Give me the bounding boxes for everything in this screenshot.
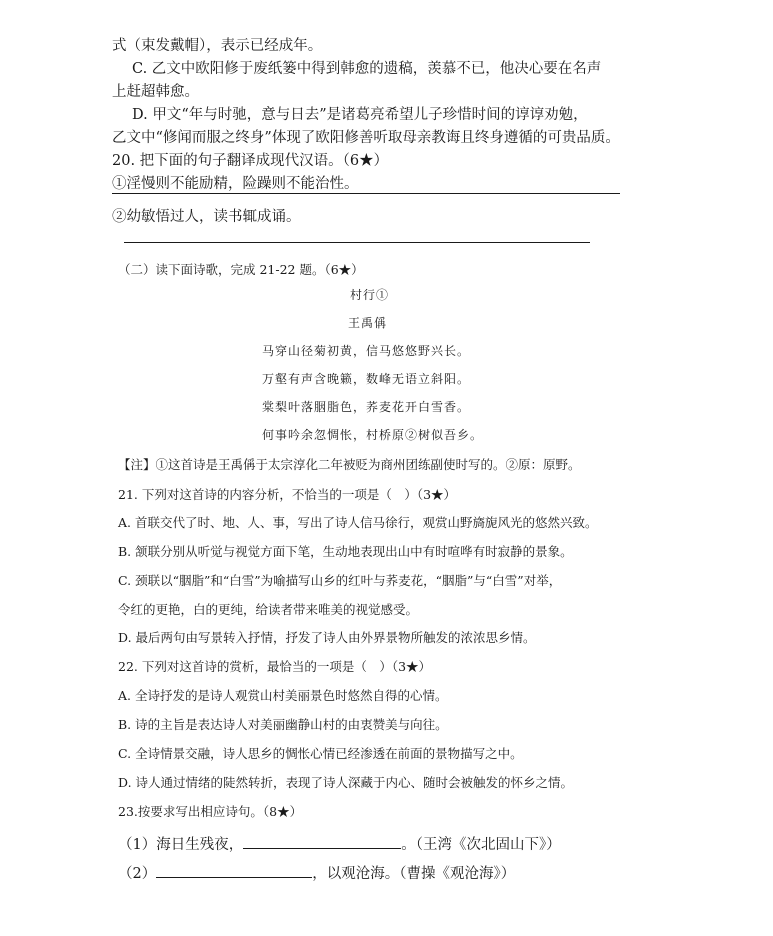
- question-22-option-c: C. 全诗情景交融，诗人思乡的惆怅心情已经渗透在前面的景物描写之中。: [118, 746, 523, 761]
- section-2-heading: （二）读下面诗歌，完成 21-22 题。（6★）: [118, 262, 364, 277]
- question-21-option-c-line1: C. 颈联以“胭脂”和“白雪”为喻描写山乡的红叶与荞麦花，“胭脂”与“白雪”对举，: [118, 573, 562, 588]
- question-21-option-b: B. 颔联分别从听觉与视觉方面下笔，生动地表现出山中有时喧哗有时寂静的景象。: [118, 544, 573, 559]
- answer-blank-1[interactable]: [243, 834, 401, 849]
- question-20-sentence-2: ②幼敏悟过人，读书辄成诵。: [112, 209, 301, 225]
- question-21-option-a: A. 首联交代了时、地、人、事，写出了诗人信马徐行，观赏山野旖旎风光的悠然兴致。: [118, 515, 598, 530]
- answer-line: [124, 242, 590, 243]
- question-23-item-1: [118, 833, 561, 854]
- question-21-option-d: D. 最后两句由写景转入抒情，抒发了诗人由外界景物所触发的浓浓思乡情。: [118, 630, 536, 645]
- poem-title: 村行①: [350, 288, 390, 302]
- item-2-prefix: （2）: [118, 866, 157, 882]
- item-2-suffix: ，以观沧海。（曹操《观沧海》）: [312, 866, 516, 882]
- option-d-line1: D. 甲文“年与时驰，意与日去”是诸葛亮希望儿子珍惜时间的谆谆劝勉，: [132, 107, 588, 123]
- poem-line: 马穿山径菊初黄，信马悠悠野兴长。: [262, 344, 471, 358]
- poem-author: 王禹偁: [348, 316, 388, 330]
- poem-line: 棠梨叶落胭脂色，荞麦花开白雪香。: [262, 400, 471, 414]
- answer-blank-2[interactable]: [156, 863, 312, 878]
- question-22-option-a: A. 全诗抒发的是诗人观赏山村美丽景色时悠然自得的心情。: [118, 688, 448, 703]
- option-c-line1: C. 乙文中欧阳修于废纸篓中得到韩愈的遗稿，羡慕不已，他决心要在名声: [132, 61, 602, 77]
- question-23-item-2: [118, 862, 515, 883]
- question-22-option-b: B. 诗的主旨是表达诗人对美丽幽静山村的由衷赞美与向往。: [118, 717, 448, 732]
- question-22-stem: 22. 下列对这首诗的赏析，最恰当的一项是（ ）（3★）: [118, 659, 432, 674]
- poem-line: 何事吟余忽惆怅，村桥原②树似吾乡。: [262, 428, 484, 442]
- item-1-suffix: 。（王湾《次北固山下》）: [401, 837, 561, 853]
- question-23-stem: 23.按要求写出相应诗句。（8★）: [118, 804, 303, 819]
- text-line: 式（束发戴帽），表示已经成年。: [112, 38, 323, 54]
- item-1-prefix: （1）海日生残夜，: [118, 837, 244, 853]
- question-20-sentence-1: ①淫慢则不能励精，险躁则不能治性。: [112, 176, 359, 192]
- poem-note: 【注】①这首诗是王禹偁于太宗淳化二年被贬为商州团练副使时写的。②原：原野。: [118, 457, 581, 472]
- option-c-line2: 上赶超韩愈。: [112, 84, 199, 100]
- question-22-option-d: D. 诗人通过情绪的陡然转折，表现了诗人深藏于内心、随时会被触发的怀乡之情。: [118, 775, 574, 790]
- question-20-stem: 20. 把下面的句子翻译成现代汉语。（6★）: [112, 153, 389, 169]
- poem-line: 万壑有声含晚籁，数峰无语立斜阳。: [262, 372, 471, 386]
- answer-line: [112, 193, 620, 194]
- question-21-option-c-line2: 令红的更艳，白的更纯，给读者带来唯美的视觉感受。: [118, 602, 419, 617]
- question-21-stem: 21. 下列对这首诗的内容分析，不恰当的一项是（ ）（3★）: [118, 487, 457, 502]
- option-d-line2: 乙文中“修闻而服之终身”体现了欧阳修善听取母亲教诲且终身遵循的可贵品质。: [112, 130, 620, 146]
